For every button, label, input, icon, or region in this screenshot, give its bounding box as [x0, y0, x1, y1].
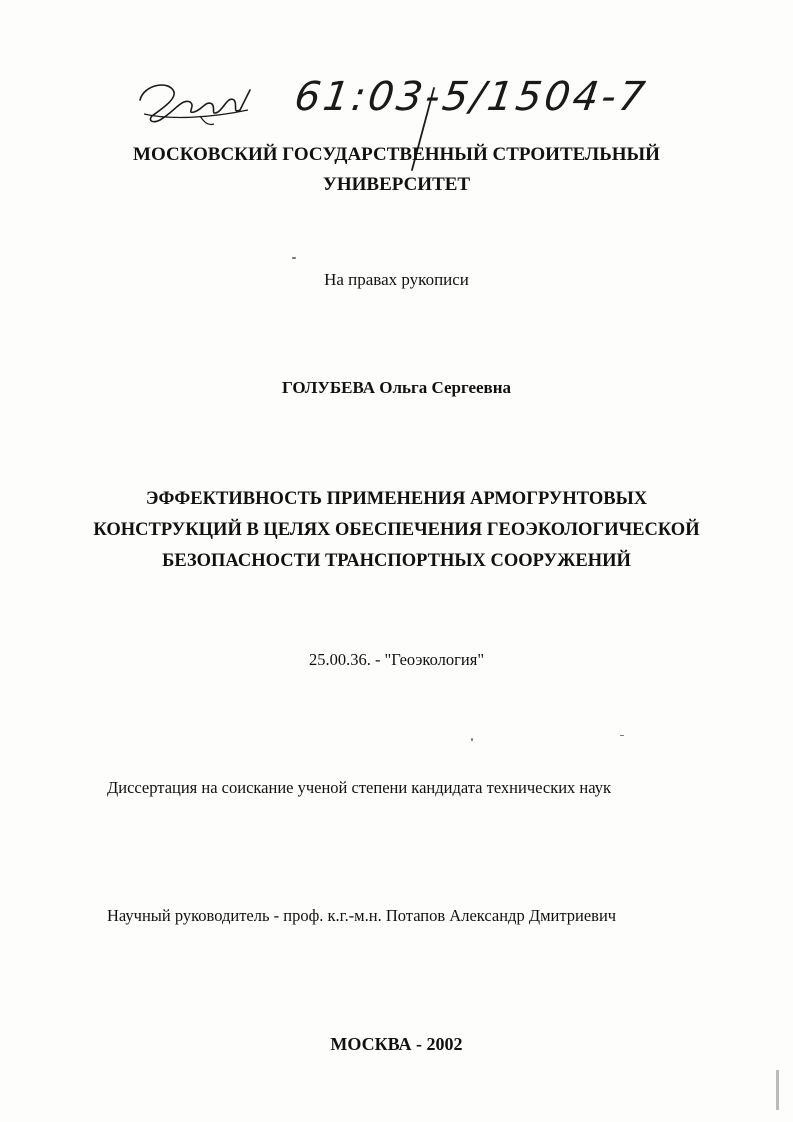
degree-statement: Диссертация на соискание ученой степени кандидата технических наук [107, 778, 611, 797]
scan-speck [292, 257, 296, 259]
scientific-supervisor: Научный руководитель - проф. к.г.-м.н. Потапов Александр Дмитриевич [107, 906, 617, 925]
title-line-1: ЭФФЕКТИВНОСТЬ ПРИМЕНЕНИЯ АРМОГРУНТОВЫХ [145, 489, 648, 509]
manuscript-note: На правах рукописи [324, 270, 469, 289]
city-year: МОСКВА - 2002 [330, 1034, 463, 1054]
title-line-3: БЕЗОПАСНОСТИ ТРАНСПОРТНЫХ СООРУЖЕНИЙ [162, 551, 631, 571]
scan-speck [620, 735, 624, 736]
dissertation-title [0, 484, 793, 577]
scan-speck [471, 738, 473, 741]
scan-edge-mark [776, 1070, 779, 1110]
university-name [0, 140, 793, 200]
author-name: ГОЛУБЕВА Ольга Сергеевна [281, 378, 512, 397]
archive-number: 61:03-5/1504-7 [291, 74, 651, 120]
specialty-code: 25.00.36. - "Геоэкология" [308, 650, 485, 669]
title-line-2: КОНСТРУКЦИЙ В ЦЕЛЯХ ОБЕСПЕЧЕНИЯ ГЕОЭКОЛОГИЧЕСКОЙ [93, 520, 700, 540]
university-line-1: МОСКОВСКИЙ ГОСУДАРСТВЕННЫЙ СТРОИТЕЛЬНЫЙ [133, 144, 660, 165]
university-line-2: УНИВЕРСИТЕТ [322, 174, 471, 195]
